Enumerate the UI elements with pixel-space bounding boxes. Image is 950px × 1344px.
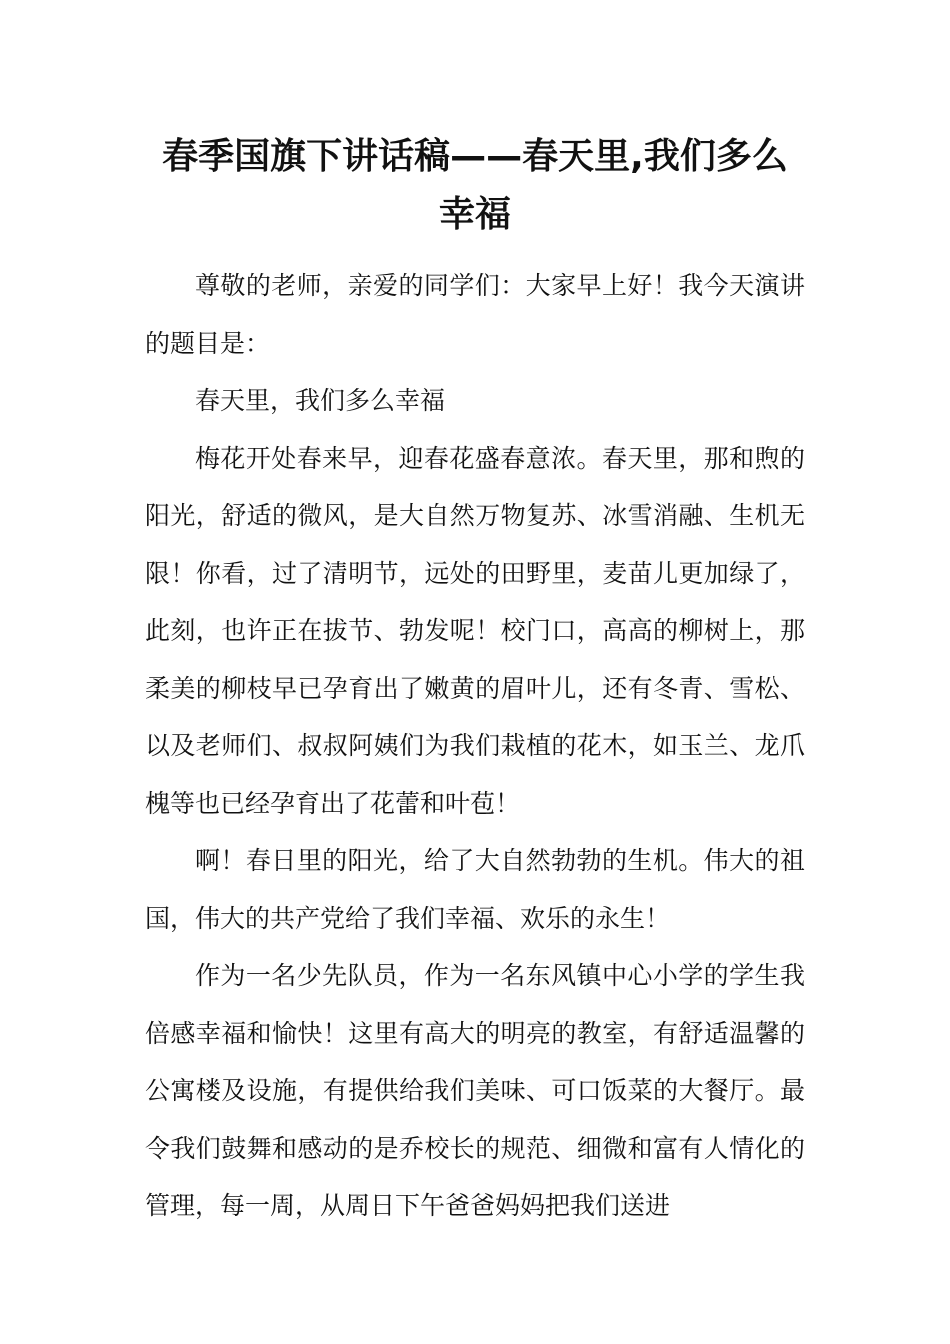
paragraph-sunshine: 啊！春日里的阳光，给了大自然勃勃的生机。伟大的祖国，伟大的共产党给了我们幸福、欢乐的永生！ [145, 846, 805, 933]
paragraph-greeting: 尊敬的老师，亲爱的同学们：大家早上好！我今天演讲的题目是： [145, 271, 805, 358]
paragraph-spring: 梅花开处春来早，迎春花盛春意浓。春天里，那和煦的阳光，舒适的微风，是大自然万物复苏、冰雪消融、生机无限！你看，过了清明节，远处的田野里，麦苗儿更加绿了，此刻，也许正在拔节、勃发呢！校门口，高高的柳树上，那柔美的柳枝早已孕育出了嫩黄的眉叶儿，还有冬青、雪松、以及老师们、叔叔阿姨们为我们栽植的花木，如玉兰、龙爪槐等也已经孕育出了花蕾和叶苞！ [145, 443, 805, 818]
document-title: 春季国旗下讲话稿——春天里,我们多么幸福 [162, 136, 788, 235]
document-body [145, 257, 805, 1235]
paragraph-school: 作为一名少先队员，作为一名东风镇中心小学的学生我倍感幸福和愉快！这里有高大的明亮的教室，有舒适温馨的公寓楼及设施，有提供给我们美味、可口饭菜的大餐厅。最令我们鼓舞和感动的是乔校长的规范、细微和富有人情化的管理，每一周，从周日下午爸爸妈妈把我们送进 [145, 961, 805, 1220]
paragraph-topic: 春天里，我们多么幸福 [195, 386, 446, 415]
